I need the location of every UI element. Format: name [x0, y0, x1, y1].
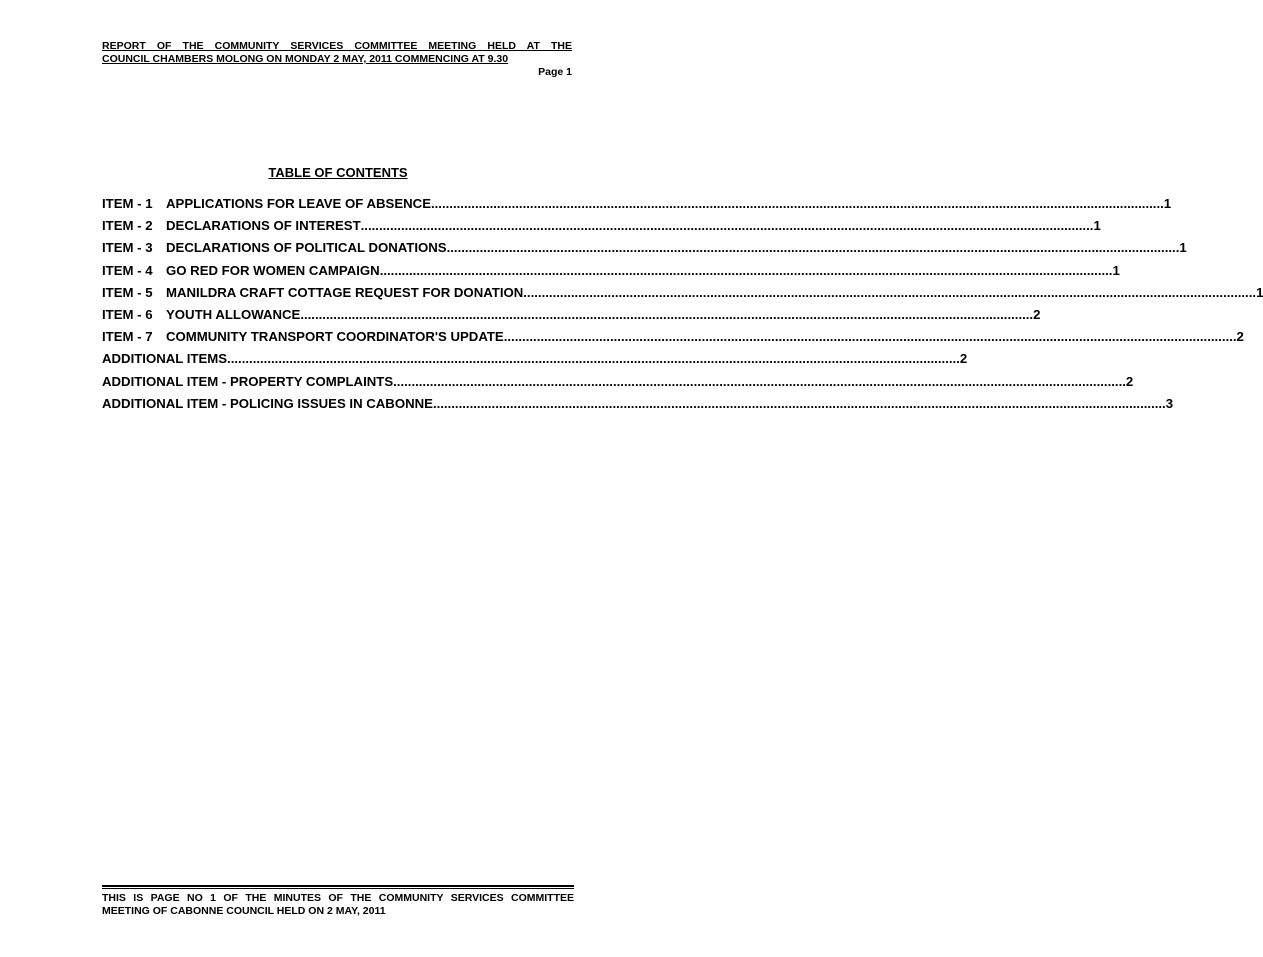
toc-entry-page: 2	[1033, 306, 1041, 322]
toc-dot-leader: ........................................................................................................................................................................................................	[379, 262, 1113, 278]
toc-entry-title: ADDITIONAL ITEMS	[102, 351, 228, 367]
table-of-contents	[102, 196, 1263, 418]
toc-entry-page: 1	[1256, 284, 1263, 300]
toc-entry-page: 1	[1112, 262, 1120, 278]
header-line-1: REPORT OF THE COMMUNITY SERVICES COMMITTEE MEETING HELD AT THE	[102, 40, 572, 52]
toc-entry[interactable]	[102, 306, 1041, 329]
toc-dot-leader: ........................................................................................................................................................................................................	[227, 351, 960, 367]
toc-dot-leader: ........................................................................................................................................................................................................	[503, 329, 1237, 345]
toc-entry[interactable]	[102, 196, 1172, 218]
toc-entry[interactable]	[102, 284, 1263, 307]
toc-entry[interactable]	[102, 240, 1187, 262]
toc-entry-title: DECLARATIONS OF POLITICAL DONATIONS	[166, 240, 447, 256]
footer-line-1: THIS IS PAGE NO 1 OF THE MINUTES OF THE COMMUNITY SERVICES COMMITTEE	[102, 892, 574, 904]
toc-entry-number: ITEM - 6	[102, 306, 153, 322]
footer-line-2: MEETING OF CABONNE COUNCIL HELD ON 2 MAY, 2011	[102, 905, 386, 917]
toc-entry-title: COMMUNITY TRANSPORT COORDINATOR'S UPDATE	[166, 329, 504, 345]
toc-entry-page: 2	[1236, 329, 1244, 345]
toc-entry-page: 1	[1163, 196, 1172, 211]
toc-entry[interactable]	[102, 373, 1134, 396]
toc-entry-page: 3	[1165, 395, 1174, 411]
toc-entry-number: ITEM - 5	[102, 284, 153, 300]
toc-heading: TABLE OF CONTENTS	[268, 165, 408, 180]
toc-entry-title: ADDITIONAL ITEM - PROPERTY COMPLAINTS	[102, 373, 394, 389]
toc-dot-leader: ........................................................................................................................................................................................................	[393, 373, 1126, 389]
toc-entry-number: ITEM - 3	[102, 240, 153, 256]
toc-entry[interactable]	[102, 395, 1174, 418]
toc-dot-leader: ........................................................................................................................................................................................................	[523, 284, 1257, 300]
page-number: Page 1	[538, 66, 572, 78]
toc-dot-leader: ........................................................................................................................................................................................................	[446, 240, 1180, 256]
toc-dot-leader: ........................................................................................................................................................................................................	[360, 218, 1094, 234]
toc-entry-page: 1	[1179, 240, 1187, 256]
header-line-2: COUNCIL CHAMBERS MOLONG ON MONDAY 2 MAY, 2011 COMMENCING AT 9.30	[102, 53, 509, 65]
page-header	[102, 40, 572, 79]
toc-entry-number: ITEM - 7	[102, 329, 153, 345]
toc-entry[interactable]	[102, 262, 1120, 285]
toc-entry-page: 2	[959, 351, 968, 367]
toc-entry-title: ADDITIONAL ITEM - POLICING ISSUES IN CABONNE	[102, 395, 433, 411]
toc-entry-number: ITEM - 2	[102, 218, 153, 234]
toc-entry-title: DECLARATIONS OF INTEREST	[166, 218, 361, 234]
footer-rule-thin	[102, 888, 574, 889]
toc-entry-title: MANILDRA CRAFT COTTAGE REQUEST FOR DONATION	[166, 284, 524, 300]
toc-entry[interactable]	[102, 329, 1244, 351]
toc-entry-number: ITEM - 1	[102, 196, 153, 211]
toc-dot-leader: ........................................................................................................................................................................................................	[430, 196, 1164, 211]
toc-entry-number: ITEM - 4	[102, 262, 153, 278]
toc-entry-title: APPLICATIONS FOR LEAVE OF ABSENCE	[166, 196, 431, 211]
toc-entry-title: GO RED FOR WOMEN CAMPAIGN	[166, 262, 380, 278]
toc-entry[interactable]	[102, 351, 968, 373]
toc-entry-page: 2	[1125, 373, 1134, 389]
toc-dot-leader: ........................................................................................................................................................................................................	[432, 395, 1166, 411]
toc-entry-title: YOUTH ALLOWANCE	[166, 306, 301, 322]
toc-dot-leader: ........................................................................................................................................................................................................	[300, 306, 1034, 322]
toc-entry[interactable]	[102, 218, 1101, 240]
toc-entry-page: 1	[1093, 218, 1101, 234]
footer-rule	[102, 885, 574, 887]
page-footer	[102, 885, 574, 918]
